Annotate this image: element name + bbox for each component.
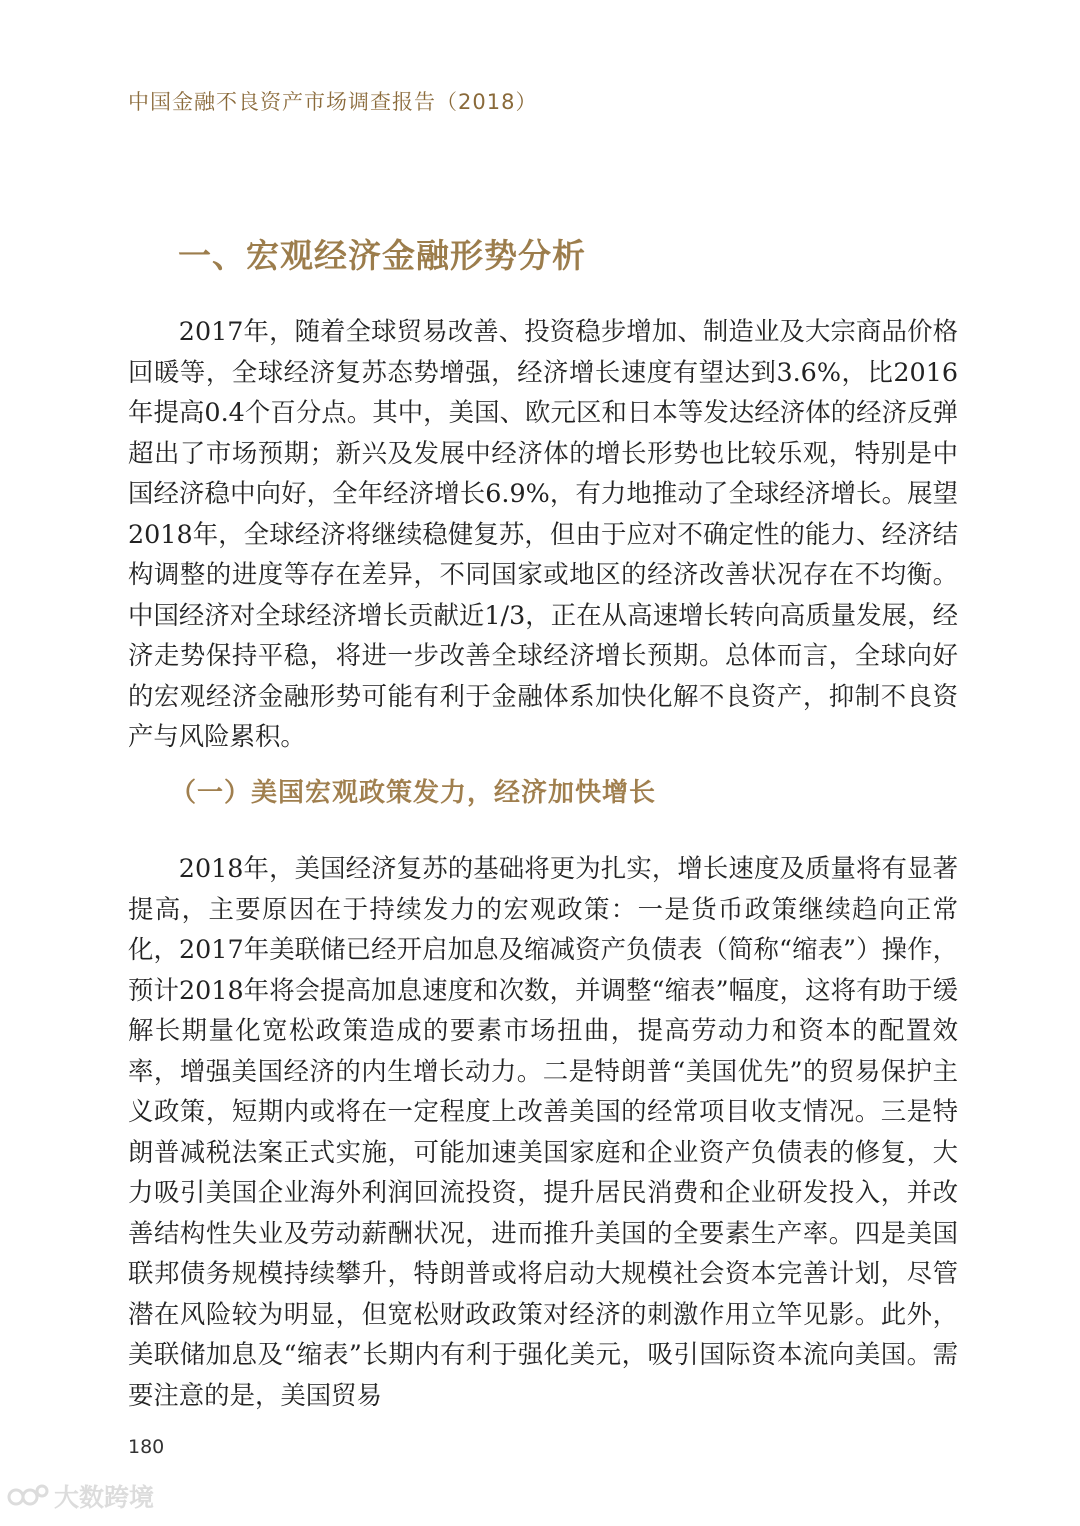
running-header: 中国金融不良资产市场调查报告（2018） (128, 90, 538, 114)
body-paragraph-2: 2018年，美国经济复苏的基础将更为扎实，增长速度及质量将有显著提高，主要原因在于持续发力的宏观政策：一是货币政策继续趋向正常化，2017年美联储已经开启加息及缩减资产负债表（简称“缩表”）操作，预计2018年将会提高加息速度和次数，并调整“缩表”幅度，这将有助于缓解长期量化宽松政策造成的要素市场扭曲，提高劳动力和资本的配置效率，增强美国经济的内生增长动力。二是特朗普“美国优先”的贸易保护主义政策，短期内或将在一定程度上改善美国的经常项目收支情况。三是特朗普减税法案正式实施，可能加速美国家庭和企业资产负债表的修复，大力吸引美国企业海外利润回流投资，提升居民消费和企业研发投入，并改善结构性失业及劳动薪酬状况，进而推升美国的全要素生产率。四是美国联邦债务规模持续攀升，特朗普或将启动大规模社会资本完善计划，尽管潜在风险较为明显，但宽松财政政策对经济的刺激作用立竿见影。此外，美联储加息及“缩表”长期内有利于强化美元，吸引国际资本流向美国。需要注意的是，美国贸易 (128, 853, 958, 1410)
watermark-text: 大数跨境 (54, 1483, 155, 1512)
subsection-heading: （一）美国宏观政策发力，经济加快增长 (170, 778, 657, 808)
watermark-logo-icon (6, 1481, 50, 1511)
body-paragraph-1: 2017年，随着全球贸易改善、投资稳步增加、制造业及大宗商品价格回暖等，全球经济复苏态势增强，经济增长速度有望达到3.6%，比2016年提高0.4个百分点。其中，美国、欧元区和日本等发达经济体的经济反弹超出了市场预期；新兴及发展中经济体的增长形势也比较乐观，特别是中国经济稳中向好，全年经济增长6.9%，有力地推动了全球经济增长。展望2018年，全球经济将继续稳健复苏，但由于应对不确定性的能力、经济结构调整的进度等存在差异，不同国家或地区的经济改善状况存在不均衡。中国经济对全球经济增长贡献近1/3，正在从高速增长转向高质量发展，经济走势保持平稳，将进一步改善全球经济增长预期。总体而言，全球向好的宏观经济金融形势可能有利于金融体系加快化解不良资产，抑制不良资产与风险累积。 (128, 316, 958, 751)
page-number: 180 (128, 1436, 165, 1458)
watermark (6, 1478, 154, 1514)
section-heading: 一、宏观经济金融形势分析 (178, 236, 586, 275)
